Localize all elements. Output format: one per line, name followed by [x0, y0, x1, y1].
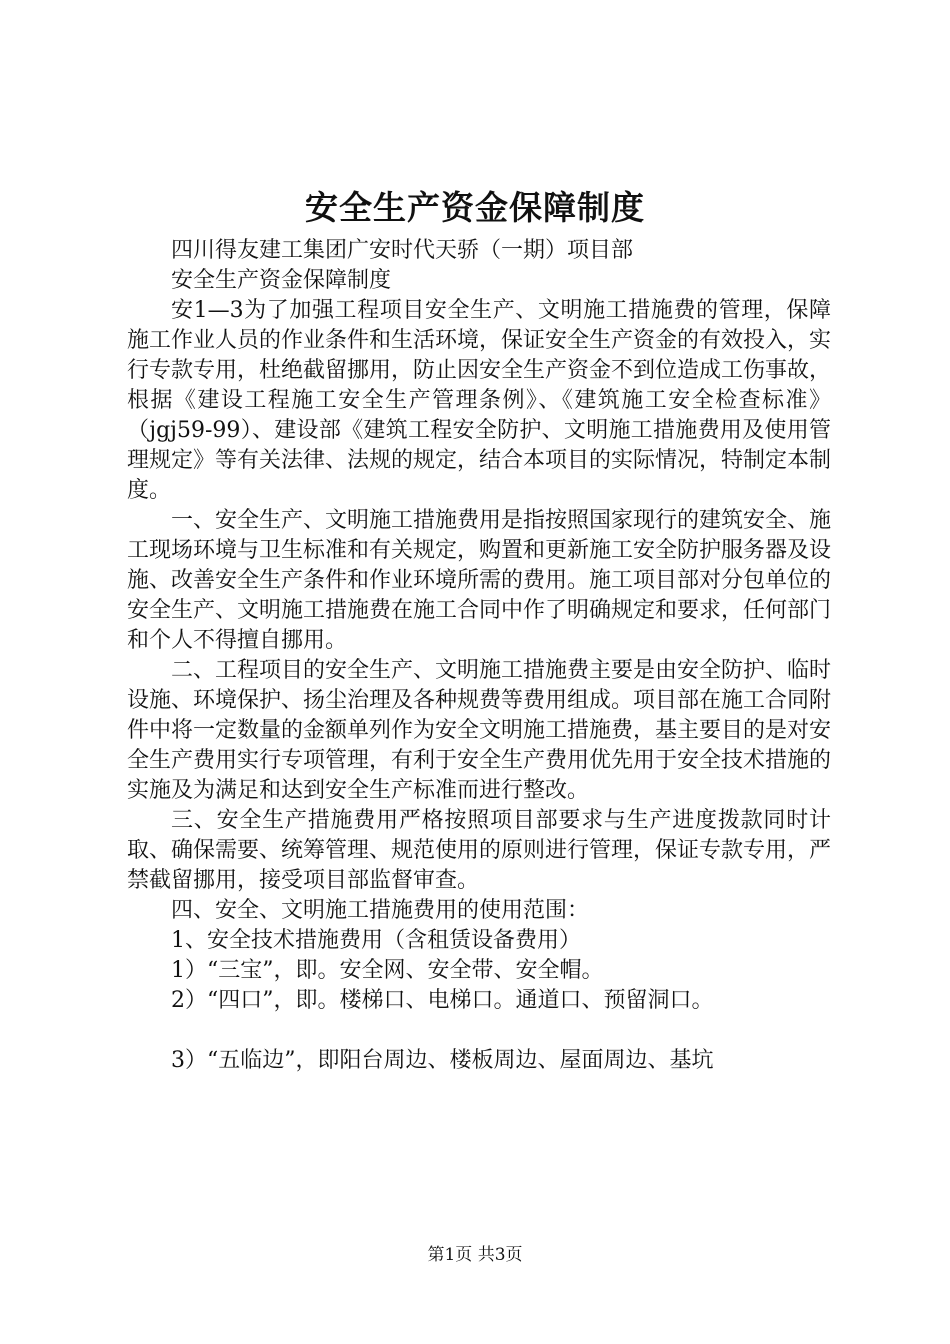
- paragraph-subtitle: 安全生产资金保障制度: [171, 268, 392, 293]
- paragraph-intro: 安1—3为了加强工程项目安全生产、文明施工措施费的管理，保障施工作业人员的作业条件和生活环境，保证安全生产资金的有效投入，实行专款专用，杜绝截留挪用，防止因安全生产资金不到位造成工伤事故，根据《建设工程施工安全生产管理条例》、《建筑施工安全检查标准》（jgj59-99）、建设部《建筑工程安全防护、文明施工措施费用及使用管理规定》等有关法律、法规的规定，结合本项目的实际情况，特制定本制度。: [127, 298, 832, 503]
- paragraph-section-4: 四、安全、文明施工措施费用的使用范围：: [171, 898, 590, 923]
- paragraph-item-1-3: 3）“五临边”，即阳台周边、楼板周边、屋面周边、基坑: [171, 1048, 714, 1073]
- document-body: [127, 236, 831, 1076]
- paragraph-section-2: 二、工程项目的安全生产、文明施工措施费主要是由安全防护、临时设施、环境保护、扬尘治理及各种规费等费用组成。项目部在施工合同附件中将一定数量的金额单列作为安全文明施工措施费，基主要目的是对安全生产费用实行专项管理，有利于安全生产费用优先用于安全技术措施的实施及为满足和达到安全生产标准而进行整改。: [127, 658, 832, 803]
- document-title: 安全生产资金保障制度: [305, 188, 645, 227]
- paragraph-item-1-2: 2）“四口”，即。楼梯口、电梯口。通道口、预留洞口。: [171, 988, 714, 1013]
- paragraph-item-1-1: 1）“三宝”，即。安全网、安全带、安全帽。: [171, 958, 604, 983]
- paragraph-section-1: 一、安全生产、文明施工措施费用是指按照国家现行的建筑安全、施工现场环境与卫生标准和有关规定，购置和更新施工安全防护服务器及设施、改善安全生产条件和作业环境所需的费用。施工项目部对分包单位的安全生产、文明施工措施费在施工合同中作了明确规定和要求，任何部门和个人不得擅自挪用。: [127, 508, 832, 653]
- paragraph-item-1: 1、安全技术措施费用（含租赁设备费用）: [171, 928, 581, 953]
- page-footer: 第1页 共3页: [427, 1245, 523, 1265]
- paragraph-project-name: 四川得友建工集团广安时代天骄（一期）项目部: [171, 238, 634, 263]
- paragraph-section-3: 三、安全生产措施费用严格按照项目部要求与生产进度拨款同时计取、确保需要、统筹管理、规范使用的原则进行管理，保证专款专用，严禁截留挪用，接受项目部监督审查。: [127, 808, 832, 893]
